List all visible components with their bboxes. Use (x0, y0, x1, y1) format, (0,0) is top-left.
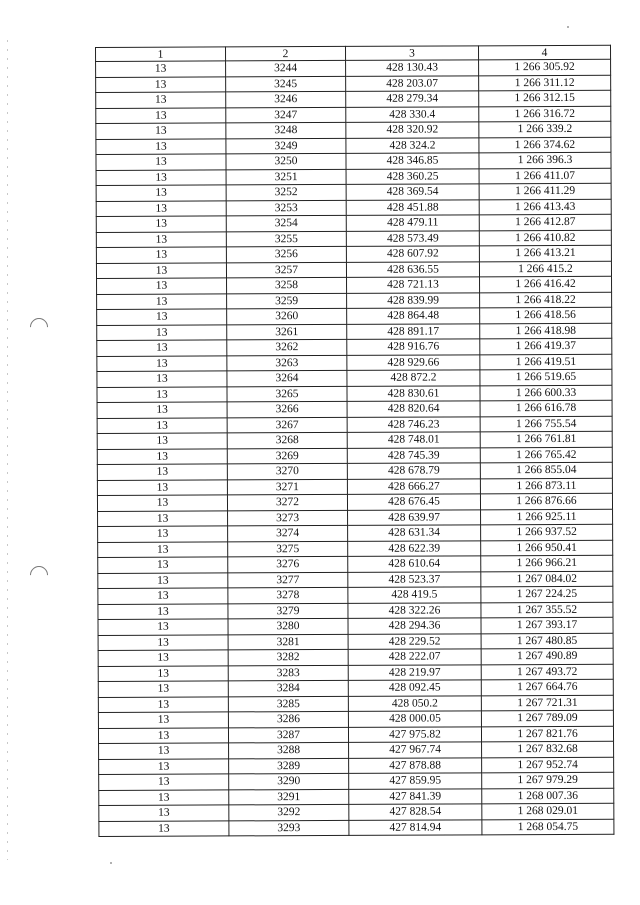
y-coordinate-cell: 1 266 339.2 (479, 121, 611, 137)
table-row (97, 385, 612, 403)
x-coordinate-cell: 428 929.66 (347, 354, 480, 370)
zone-cell: 13 (96, 185, 226, 201)
table-row (98, 602, 613, 620)
y-coordinate-cell: 1 266 755.54 (480, 416, 612, 432)
zone-cell: 13 (96, 169, 226, 185)
y-coordinate-cell: 1 266 419.51 (480, 354, 612, 370)
x-coordinate-cell: 428 745.39 (347, 447, 480, 463)
y-coordinate-cell: 1 266 761.81 (480, 431, 612, 447)
zone-cell: 13 (98, 650, 228, 666)
x-coordinate-cell: 428 631.34 (348, 525, 481, 541)
zone-cell: 13 (96, 76, 226, 92)
point-number-cell: 3293 (229, 820, 349, 836)
y-coordinate-cell: 1 266 396.3 (479, 152, 611, 168)
y-coordinate-cell: 1 267 979.29 (482, 772, 614, 788)
zone-cell: 13 (96, 138, 226, 154)
zone-cell: 13 (96, 92, 226, 108)
table-row (97, 478, 612, 496)
point-number-cell: 3292 (229, 804, 349, 820)
point-number-cell: 3246 (226, 91, 346, 107)
table-row (96, 168, 611, 186)
point-number-cell: 3265 (227, 386, 347, 402)
punch-hole-mark-upper (26, 314, 51, 339)
y-coordinate-cell: 1 268 054.75 (482, 819, 614, 835)
x-coordinate-cell: 428 678.79 (347, 463, 480, 479)
table-row (99, 757, 614, 775)
table-row (96, 59, 611, 77)
zone-cell: 13 (99, 743, 229, 759)
y-coordinate-cell: 1 266 418.22 (480, 292, 612, 308)
table-row (97, 400, 612, 418)
y-coordinate-cell: 1 266 855.04 (480, 462, 612, 478)
point-number-cell: 3288 (229, 742, 349, 758)
y-coordinate-cell: 1 266 600.33 (480, 385, 612, 401)
table-row (99, 803, 614, 821)
point-number-cell: 3250 (226, 153, 346, 169)
table-row (98, 664, 613, 682)
point-number-cell: 3279 (228, 603, 348, 619)
point-number-cell: 3271 (227, 479, 347, 495)
y-coordinate-cell: 1 267 952.74 (482, 757, 614, 773)
x-coordinate-cell: 428 622.39 (348, 540, 481, 556)
y-coordinate-cell: 1 267 789.09 (481, 710, 613, 726)
y-coordinate-cell: 1 266 950.41 (481, 540, 613, 556)
x-coordinate-cell: 428 360.25 (346, 168, 479, 184)
zone-cell: 13 (98, 510, 228, 526)
table-row (99, 741, 614, 759)
x-coordinate-cell: 428 324.2 (346, 137, 479, 153)
x-coordinate-cell: 428 820.64 (347, 401, 480, 417)
y-coordinate-cell: 1 266 413.21 (479, 245, 611, 261)
zone-cell: 13 (98, 588, 228, 604)
table-row (98, 633, 613, 651)
x-coordinate-cell: 428 203.07 (346, 75, 479, 91)
table-row (98, 679, 613, 697)
table-row (98, 726, 613, 744)
y-coordinate-cell: 1 266 519.65 (480, 369, 612, 385)
table-row (98, 586, 613, 604)
y-coordinate-cell: 1 267 493.72 (481, 664, 613, 680)
zone-cell: 13 (98, 696, 228, 712)
zone-cell: 13 (97, 417, 227, 433)
point-number-cell: 3244 (226, 60, 346, 76)
point-number-cell: 3248 (226, 122, 346, 138)
x-coordinate-cell: 428 322.26 (348, 602, 481, 618)
zone-cell: 13 (98, 603, 228, 619)
y-coordinate-cell: 1 266 312.15 (479, 90, 611, 106)
zone-cell: 13 (96, 216, 226, 232)
point-number-cell: 3249 (226, 138, 346, 154)
point-number-cell: 3255 (226, 231, 346, 247)
point-number-cell: 3283 (228, 665, 348, 681)
point-number-cell: 3253 (226, 200, 346, 216)
x-coordinate-cell: 427 841.39 (349, 788, 482, 804)
table-row (98, 571, 613, 589)
point-number-cell: 3256 (226, 246, 346, 262)
y-coordinate-cell: 1 267 664.76 (481, 679, 613, 695)
y-coordinate-cell: 1 266 411.07 (479, 168, 611, 184)
x-coordinate-cell: 428 666.27 (347, 478, 480, 494)
table-row (99, 788, 614, 806)
x-coordinate-cell: 428 369.54 (346, 184, 479, 200)
zone-cell: 13 (97, 278, 227, 294)
x-coordinate-cell: 428 451.88 (346, 199, 479, 215)
x-coordinate-cell: 428 748.01 (347, 432, 480, 448)
point-number-cell: 3263 (227, 355, 347, 371)
point-number-cell: 3276 (228, 556, 348, 572)
y-coordinate-cell: 1 267 393.17 (481, 617, 613, 633)
table-row (96, 245, 611, 263)
zone-cell: 13 (97, 371, 227, 387)
y-coordinate-cell: 1 266 374.62 (479, 137, 611, 153)
zone-cell: 13 (99, 805, 229, 821)
point-number-cell: 3270 (227, 463, 347, 479)
table-row (98, 710, 613, 728)
zone-cell: 13 (97, 324, 227, 340)
zone-cell: 13 (99, 774, 229, 790)
point-number-cell: 3260 (227, 308, 347, 324)
y-coordinate-cell: 1 266 418.56 (480, 307, 612, 323)
point-number-cell: 3274 (228, 525, 348, 541)
point-number-cell: 3267 (227, 417, 347, 433)
zone-cell: 13 (97, 495, 227, 511)
x-coordinate-cell: 428 279.34 (346, 91, 479, 107)
table-row (97, 323, 612, 341)
table-row (97, 369, 612, 387)
x-coordinate-cell: 428 130.43 (346, 60, 479, 76)
zone-cell: 13 (96, 262, 226, 278)
y-coordinate-cell: 1 266 616.78 (480, 400, 612, 416)
x-coordinate-cell: 428 639.97 (348, 509, 481, 525)
x-coordinate-cell: 428 294.36 (348, 618, 481, 634)
x-coordinate-cell: 428 092.45 (348, 680, 481, 696)
table-row (98, 555, 613, 573)
y-coordinate-cell: 1 266 966.21 (481, 555, 613, 571)
y-coordinate-cell: 1 266 311.12 (479, 75, 611, 91)
table-row (97, 431, 612, 449)
zone-cell: 13 (98, 619, 228, 635)
zone-cell: 13 (96, 247, 226, 263)
x-coordinate-cell: 428 721.13 (347, 277, 480, 293)
table-row (98, 695, 613, 713)
zone-cell: 13 (98, 634, 228, 650)
x-coordinate-cell: 428 830.61 (347, 385, 480, 401)
point-number-cell: 3273 (228, 510, 348, 526)
y-coordinate-cell: 1 268 007.36 (482, 788, 614, 804)
point-number-cell: 3264 (227, 370, 347, 386)
column-header: 2 (226, 46, 346, 61)
scan-speck (110, 862, 112, 864)
x-coordinate-cell: 428 676.45 (347, 494, 480, 510)
zone-cell: 13 (99, 758, 229, 774)
x-coordinate-cell: 428 607.92 (346, 246, 479, 262)
x-coordinate-cell: 428 222.07 (348, 649, 481, 665)
table-row (96, 199, 611, 217)
point-number-cell: 3278 (228, 587, 348, 603)
x-coordinate-cell: 428 000.05 (348, 711, 481, 727)
column-header: 1 (96, 47, 226, 62)
table-row (96, 261, 611, 279)
table-row (97, 416, 612, 434)
table-row (96, 90, 611, 108)
table-row (97, 338, 612, 356)
zone-cell: 13 (97, 433, 227, 449)
x-coordinate-cell: 428 864.48 (347, 308, 480, 324)
table-row (97, 447, 612, 465)
table-row (99, 819, 614, 837)
zone-cell: 13 (98, 681, 228, 697)
y-coordinate-cell: 1 266 937.52 (481, 524, 613, 540)
point-number-cell: 3262 (227, 339, 347, 355)
zone-cell: 13 (97, 479, 227, 495)
y-coordinate-cell: 1 267 721.31 (481, 695, 613, 711)
point-number-cell: 3290 (229, 773, 349, 789)
zone-cell: 13 (96, 154, 226, 170)
point-number-cell: 3251 (226, 169, 346, 185)
zone-cell: 13 (96, 123, 226, 139)
y-coordinate-cell: 1 266 876.66 (480, 493, 612, 509)
point-number-cell: 3289 (229, 758, 349, 774)
y-coordinate-cell: 1 267 224.25 (481, 586, 613, 602)
y-coordinate-cell: 1 266 419.37 (480, 338, 612, 354)
point-number-cell: 3285 (228, 696, 348, 712)
x-coordinate-cell: 428 050.2 (348, 695, 481, 711)
table-row (96, 214, 611, 232)
table-row (96, 121, 611, 139)
zone-cell: 13 (99, 820, 229, 836)
table-row (96, 137, 611, 155)
zone-cell: 13 (98, 727, 228, 743)
y-coordinate-cell: 1 267 355.52 (481, 602, 613, 618)
table-row (98, 509, 613, 527)
table-row (97, 354, 612, 372)
y-coordinate-cell: 1 266 410.82 (479, 230, 611, 246)
x-coordinate-cell: 428 419.5 (348, 587, 481, 603)
zone-cell: 13 (97, 340, 227, 356)
y-coordinate-cell: 1 267 084.02 (481, 571, 613, 587)
y-coordinate-cell: 1 268 029.01 (482, 803, 614, 819)
x-coordinate-cell: 428 573.49 (346, 230, 479, 246)
zone-cell: 13 (98, 712, 228, 728)
point-number-cell: 3272 (227, 494, 347, 510)
x-coordinate-cell: 427 828.54 (349, 804, 482, 820)
table-body (96, 59, 614, 836)
table-row (98, 617, 613, 635)
y-coordinate-cell: 1 266 413.43 (479, 199, 611, 215)
table-row (96, 75, 611, 93)
zone-cell: 13 (98, 541, 228, 557)
coordinates-table (95, 45, 614, 837)
zone-cell: 13 (96, 231, 226, 247)
point-number-cell: 3280 (228, 618, 348, 634)
scan-speck (567, 26, 569, 28)
x-coordinate-cell: 428 872.2 (347, 370, 480, 386)
x-coordinate-cell: 427 878.88 (349, 757, 482, 773)
point-number-cell: 3282 (228, 649, 348, 665)
zone-cell: 13 (97, 402, 227, 418)
zone-cell: 13 (98, 557, 228, 573)
y-coordinate-cell: 1 266 316.72 (479, 106, 611, 122)
point-number-cell: 3286 (228, 711, 348, 727)
y-coordinate-cell: 1 266 873.11 (480, 478, 612, 494)
table-row (97, 462, 612, 480)
zone-cell: 13 (97, 293, 227, 309)
x-coordinate-cell: 428 219.97 (348, 664, 481, 680)
x-coordinate-cell: 427 975.82 (348, 726, 481, 742)
point-number-cell: 3245 (226, 76, 346, 92)
y-coordinate-cell: 1 266 418.98 (480, 323, 612, 339)
table-row (97, 292, 612, 310)
zone-cell: 13 (97, 448, 227, 464)
point-number-cell: 3269 (227, 448, 347, 464)
x-coordinate-cell: 428 839.99 (347, 292, 480, 308)
point-number-cell: 3275 (228, 541, 348, 557)
table-row (96, 183, 611, 201)
x-coordinate-cell: 428 346.85 (346, 153, 479, 169)
point-number-cell: 3287 (228, 727, 348, 743)
x-coordinate-cell: 427 814.94 (349, 819, 482, 835)
point-number-cell: 3254 (226, 215, 346, 231)
zone-cell: 13 (96, 61, 226, 77)
point-number-cell: 3281 (228, 634, 348, 650)
table-row (97, 307, 612, 325)
zone-cell: 13 (98, 572, 228, 588)
x-coordinate-cell: 428 916.76 (347, 339, 480, 355)
point-number-cell: 3291 (229, 789, 349, 805)
table-row (96, 152, 611, 170)
table-row (96, 230, 611, 248)
y-coordinate-cell: 1 266 412.87 (479, 214, 611, 230)
x-coordinate-cell: 428 479.11 (346, 215, 479, 231)
x-coordinate-cell: 428 320.92 (346, 122, 479, 138)
point-number-cell: 3258 (227, 277, 347, 293)
zone-cell: 13 (96, 200, 226, 216)
table-row (98, 648, 613, 666)
punch-hole-mark-lower (26, 562, 51, 587)
y-coordinate-cell: 1 266 305.92 (479, 59, 611, 75)
table-row (97, 493, 612, 511)
binding-edge-marks (7, 40, 8, 860)
x-coordinate-cell: 428 636.55 (346, 261, 479, 277)
y-coordinate-cell: 1 266 416.42 (480, 276, 612, 292)
table-row (98, 524, 613, 542)
point-number-cell: 3284 (228, 680, 348, 696)
zone-cell: 13 (98, 665, 228, 681)
column-header: 4 (478, 45, 610, 60)
x-coordinate-cell: 427 859.95 (349, 773, 482, 789)
zone-cell: 13 (99, 789, 229, 805)
table-row (99, 772, 614, 790)
y-coordinate-cell: 1 267 480.85 (481, 633, 613, 649)
zone-cell: 13 (96, 107, 226, 123)
zone-cell: 13 (97, 464, 227, 480)
x-coordinate-cell: 428 330.4 (346, 106, 479, 122)
point-number-cell: 3266 (227, 401, 347, 417)
y-coordinate-cell: 1 267 832.68 (482, 741, 614, 757)
zone-cell: 13 (98, 526, 228, 542)
table-row (98, 540, 613, 558)
point-number-cell: 3268 (227, 432, 347, 448)
x-coordinate-cell: 428 610.64 (348, 556, 481, 572)
point-number-cell: 3257 (226, 262, 346, 278)
x-coordinate-cell: 428 746.23 (347, 416, 480, 432)
x-coordinate-cell: 428 229.52 (348, 633, 481, 649)
point-number-cell: 3261 (227, 324, 347, 340)
x-coordinate-cell: 427 967.74 (349, 742, 482, 758)
zone-cell: 13 (97, 309, 227, 325)
column-header: 3 (345, 46, 478, 61)
y-coordinate-cell: 1 266 411.29 (479, 183, 611, 199)
point-number-cell: 3252 (226, 184, 346, 200)
table-row (96, 106, 611, 124)
zone-cell: 13 (97, 386, 227, 402)
point-number-cell: 3247 (226, 107, 346, 123)
y-coordinate-cell: 1 267 821.76 (481, 726, 613, 742)
x-coordinate-cell: 428 523.37 (348, 571, 481, 587)
zone-cell: 13 (97, 355, 227, 371)
point-number-cell: 3259 (227, 293, 347, 309)
y-coordinate-cell: 1 266 415.2 (479, 261, 611, 277)
table-row (97, 276, 612, 294)
point-number-cell: 3277 (228, 572, 348, 588)
y-coordinate-cell: 1 266 765.42 (480, 447, 612, 463)
x-coordinate-cell: 428 891.17 (347, 323, 480, 339)
y-coordinate-cell: 1 267 490.89 (481, 648, 613, 664)
y-coordinate-cell: 1 266 925.11 (481, 509, 613, 525)
